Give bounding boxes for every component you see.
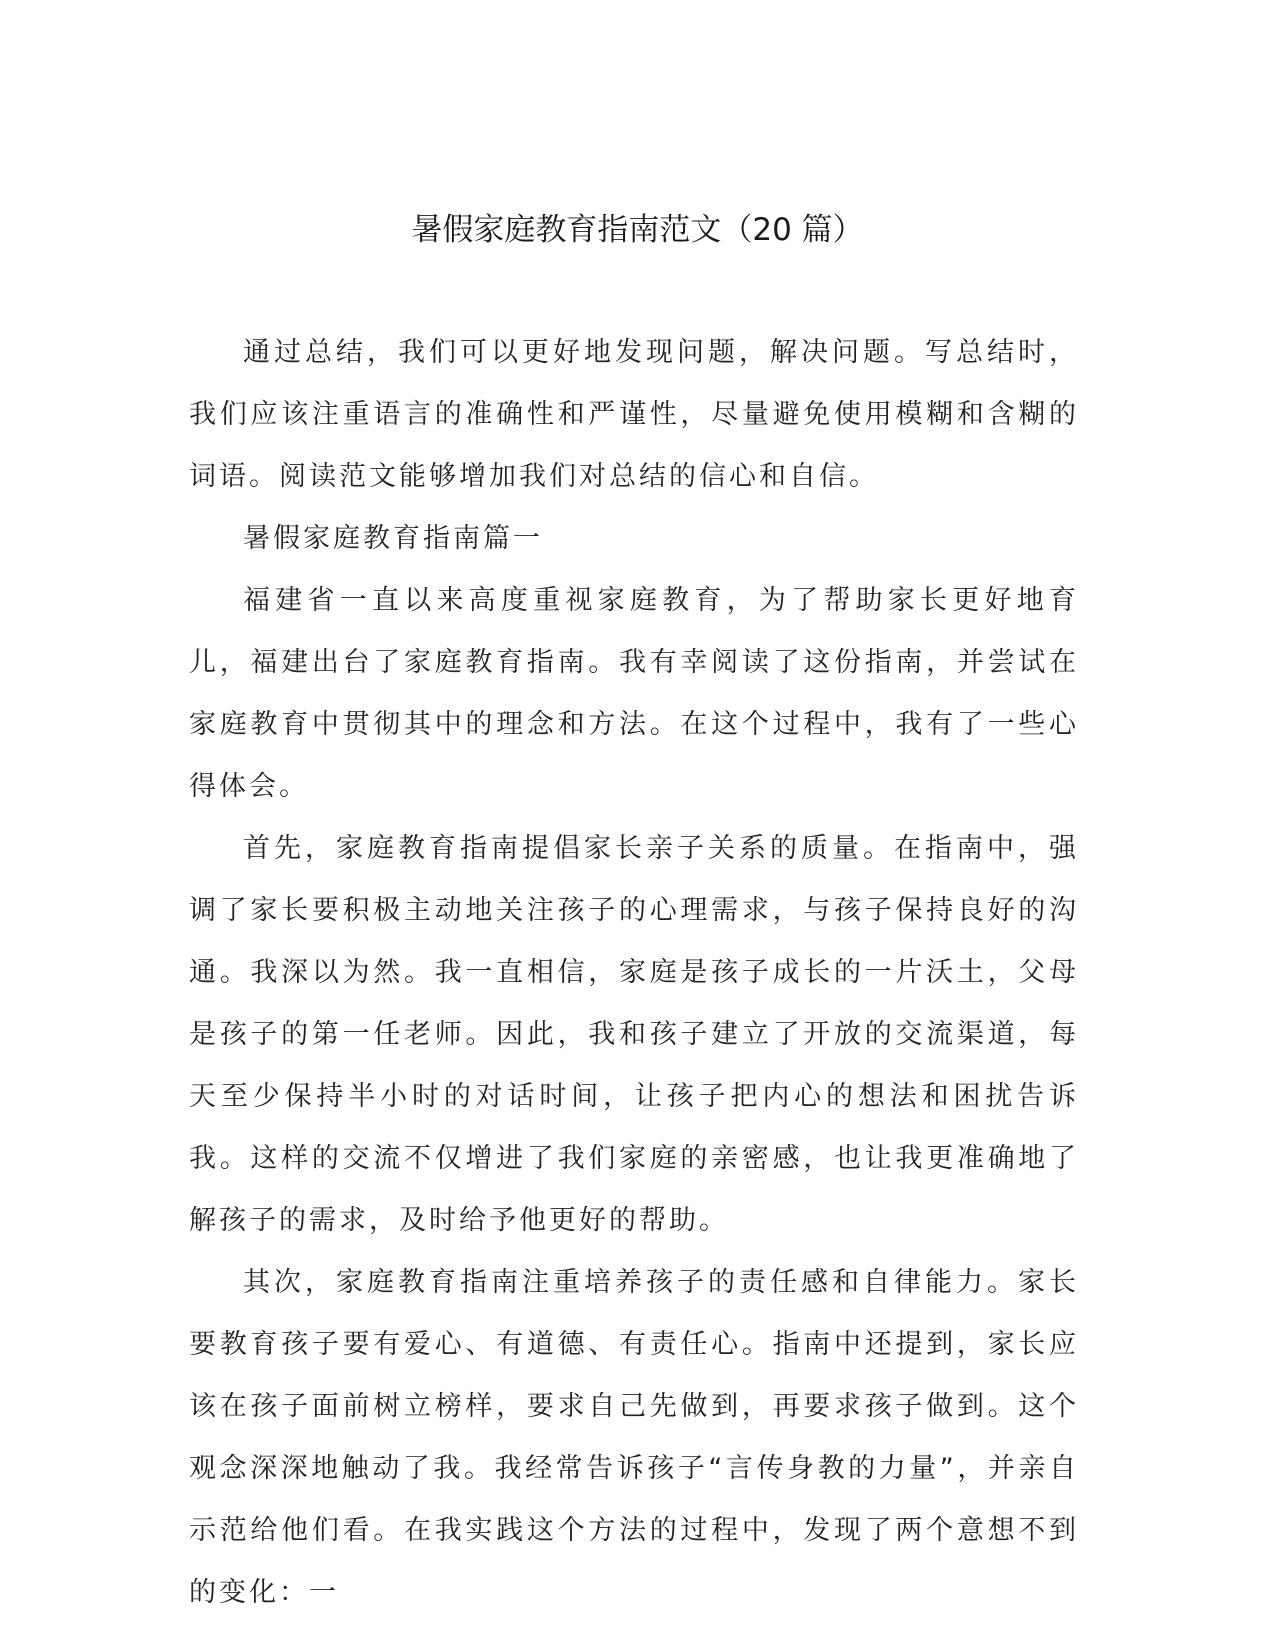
intro-paragraph: 通过总结，我们可以更好地发现问题，解决问题。写总结时，我们应该注重语言的准确性和严谨性，尽量避免使用模糊和含糊的词语。阅读范文能够增加我们对总结的信心和自信。 <box>189 337 1079 492</box>
body-paragraph: 其次，家庭教育指南注重培养孩子的责任感和自律能力。家长要教育孩子要有爱心、有道德、有责任心。指南中还提到，家长应该在孩子面前树立榜样，要求自己先做到，再要求孩子做到。这个观念深深地触动了我。我经常告诉孩子“言传身教的力量”，并亲自示范给他们看。在我实践这个方法的过程中，发现了两个意想不到的变化：一 <box>189 1267 1079 1608</box>
body-paragraph: 福建省一直以来高度重视家庭教育，为了帮助家长更好地育儿，福建出台了家庭教育指南。我有幸阅读了这份指南，并尝试在家庭教育中贯彻其中的理念和方法。在这个过程中，我有了一些心得体会。 <box>189 585 1079 802</box>
section-heading: 暑假家庭教育指南篇一 <box>243 523 543 554</box>
body-paragraph: 首先，家庭教育指南提倡家长亲子关系的质量。在指南中，强调了家长要积极主动地关注孩子的心理需求，与孩子保持良好的沟通。我深以为然。我一直相信，家庭是孩子成长的一片沃土，父母是孩子的第一任老师。因此，我和孩子建立了开放的交流渠道，每天至少保持半小时的对话时间，让孩子把内心的想法和困扰告诉我。这样的交流不仅增进了我们家庭的亲密感，也让我更准确地了解孩子的需求，及时给予他更好的帮助。 <box>189 833 1079 1236</box>
document-title: 暑假家庭教育指南范文（20 篇） <box>411 212 864 248</box>
document-body <box>189 322 1079 1624</box>
